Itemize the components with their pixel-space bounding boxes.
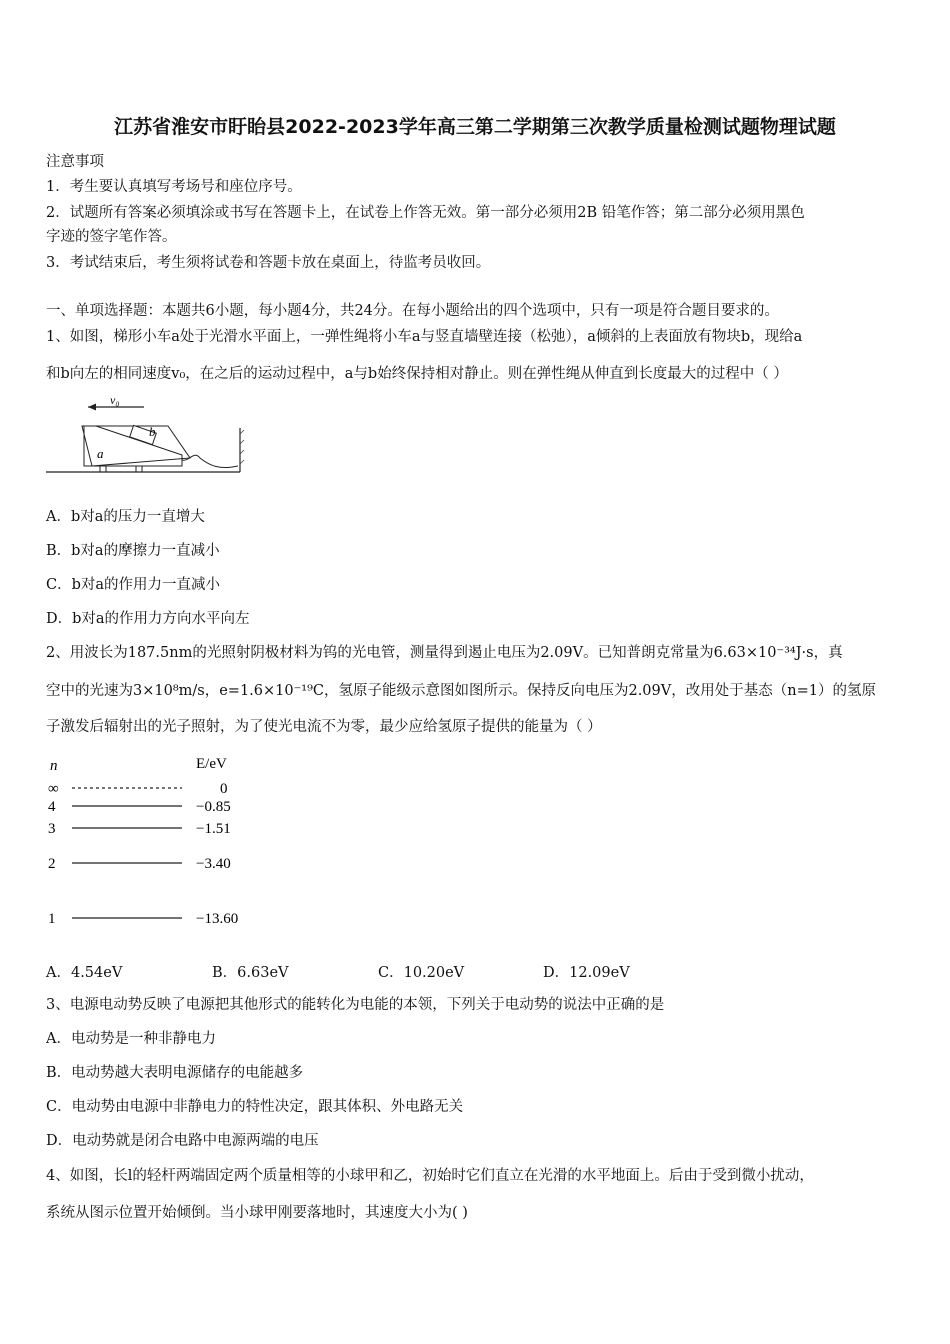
question-3-stem: 3、电源电动势反映了电源把其他形式的能转化为电能的本领，下列关于电动势的说法中正确的是 — [46, 997, 665, 1013]
level-energy-label: 0 — [220, 781, 228, 797]
notice-item: 字迹的签字笔作答。 — [46, 229, 177, 245]
level-energy-label: −3.40 — [196, 856, 231, 872]
e-column-header: E/eV — [196, 756, 227, 772]
level-energy-label: −1.51 — [196, 821, 231, 837]
energy-level-diagram — [44, 752, 264, 936]
question-3-option-a: A．电动势是一种非静电力 — [46, 1031, 216, 1047]
question-1-option-c: C．b对a的作用力一直减小 — [46, 577, 221, 593]
section-heading: 一、单项选择题：本题共6小题，每小题4分，共24分。在每小题给出的四个选项中，只有一项是符合题目要求的。 — [46, 303, 779, 319]
question-2-stem: 2、用波长为187.5nm的光照射阴极材料为钨的光电管，测量得到遏止电压为2.09V。已知普朗克常量为6.63×10⁻³⁴J·s，真 — [46, 645, 843, 661]
exam-title: 江苏省淮安市盱眙县2022-2023学年高三第二学期第三次教学质量检测试题物理试题 — [114, 116, 836, 138]
notice-item: 2．试题所有答案必须填涂或书写在答题卡上，在试卷上作答无效。第一部分必须用2B 铅笔作答；第二部分必须用黑色 — [46, 205, 805, 221]
cart-label: a — [97, 446, 104, 461]
question-2-stem: 子激发后辐射出的光子照射，为了使光电流不为零，最少应给氢原子提供的能量为（ ） — [46, 719, 602, 735]
question-2-option-c: C．10.20eV — [378, 965, 465, 981]
level-n-label: 1 — [48, 911, 56, 927]
level-energy-label: −13.60 — [196, 911, 239, 927]
question-3-option-c: C．电动势由电源中非静电力的特性决定，跟其体积、外电路无关 — [46, 1099, 464, 1115]
question-1-option-a: A．b对a的压力一直增大 — [46, 509, 205, 525]
question-2-option-a: A．4.54eV — [46, 965, 123, 981]
question-3-option-b: B．电动势越大表明电源储存的电能越多 — [46, 1065, 304, 1081]
question-2-option-b: B．6.63eV — [212, 965, 289, 981]
n-column-header: n — [50, 758, 58, 774]
question-1-stem: 1、如图，梯形小车a处于光滑水平面上，一弹性绳将小车a与竖直墙壁连接（松弛），a倾斜的上表面放有物块b，现给a — [46, 329, 803, 345]
question-2-option-d: D．12.09eV — [543, 965, 630, 981]
question-1-stem: 和b向左的相同速度v₀，在之后的运动过程中，a与b始终保持相对静止。则在弹性绳从伸直到长度最大的过程中（ ） — [46, 366, 788, 382]
question-4-stem: 4、如图，长l的轻杆两端固定两个质量相等的小球甲和乙，初始时它们直立在光滑的水平地面上。后由于受到微小扰动， — [46, 1168, 814, 1184]
arrow-head-icon — [88, 404, 96, 411]
question-1-option-b: B．b对a的摩擦力一直减小 — [46, 543, 220, 559]
wheel — [100, 466, 106, 472]
wheel — [136, 466, 142, 472]
block-label: b — [149, 424, 156, 439]
level-n-label: ∞ — [48, 781, 59, 797]
notice-heading: 注意事项 — [46, 154, 104, 170]
level-n-label: 3 — [48, 821, 56, 837]
cart-block-figure — [44, 392, 246, 484]
question-4-stem: 系统从图示位置开始倾倒。当小球甲刚要落地时，其速度大小为( ) — [46, 1205, 468, 1221]
question-2-stem: 空中的光速为3×10⁸m/s，e=1.6×10⁻¹⁹C，氢原子能级示意图如图所示。保持反向电压为2.09V，改用处于基态（n=1）的氢原 — [46, 683, 876, 699]
level-n-label: 4 — [48, 799, 56, 815]
level-n-label: 2 — [48, 856, 56, 872]
question-3-option-d: D．电动势就是闭合电路中电源两端的电压 — [46, 1133, 319, 1149]
level-energy-label: −0.85 — [196, 799, 231, 815]
elastic-rope — [182, 455, 238, 467]
velocity-label: v₀ — [110, 393, 120, 407]
notice-item: 3．考试结束后，考生须将试卷和答题卡放在桌面上，待监考员收回。 — [46, 255, 491, 271]
notice-item: 1．考生要认真填写考场号和座位序号。 — [46, 179, 302, 195]
question-1-option-d: D．b对a的作用力方向水平向左 — [46, 611, 250, 627]
